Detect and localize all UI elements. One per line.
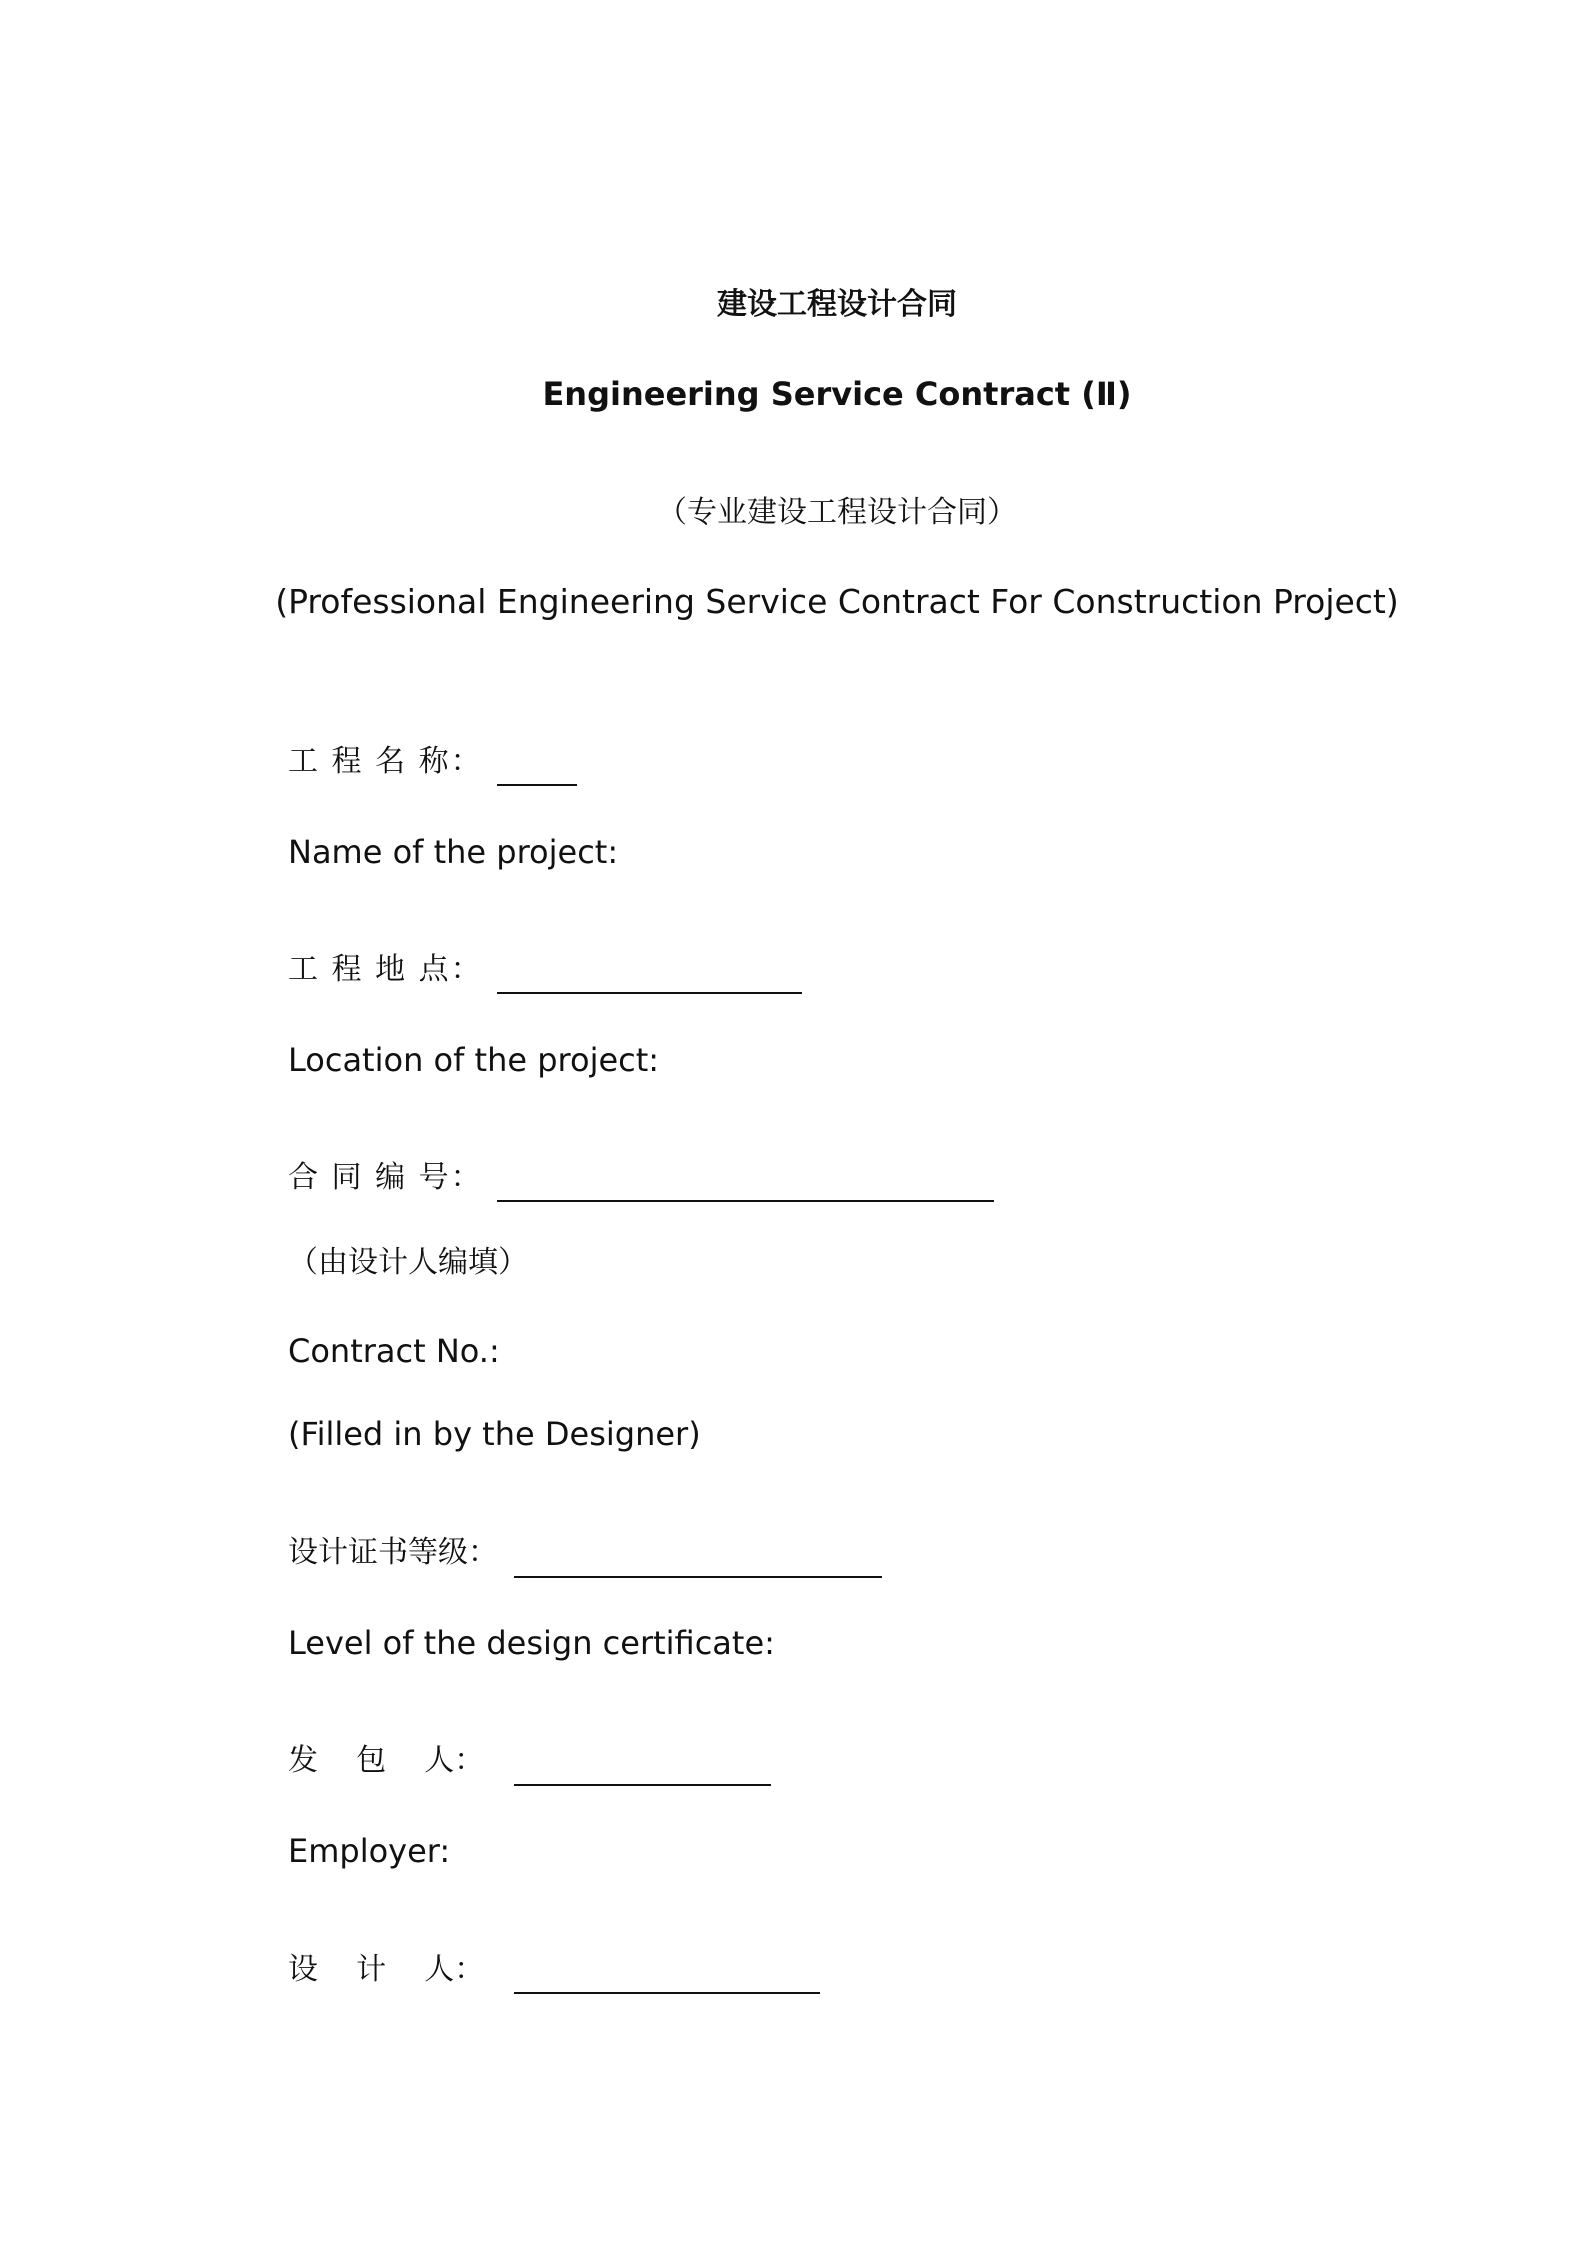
title-chinese: 建设工程设计合同 [717, 287, 957, 322]
project-name-label-cn: 工 程 名 称： [288, 744, 483, 779]
project-location-blank[interactable] [497, 992, 802, 994]
contract-no-note-en: (Filled in by the Designer) [288, 1415, 701, 1453]
title-english: Engineering Service Contract (Ⅱ) [542, 375, 1132, 413]
certificate-level-label-en: Level of the design certificate: [288, 1624, 775, 1662]
contract-no-note-cn: （由设计人编填） [288, 1245, 528, 1280]
subtitle-chinese: （专业建设工程设计合同） [657, 495, 1017, 530]
designer-label-cn: 设 计 人： [288, 1952, 485, 1987]
certificate-level-label-cn: 设计证书等级： [288, 1535, 498, 1570]
employer-blank[interactable] [514, 1784, 771, 1786]
certificate-level-blank[interactable] [514, 1576, 882, 1578]
subtitle-english: (Professional Engineering Service Contract For Construction Project) [275, 582, 1399, 621]
project-location-label-cn: 工 程 地 点： [288, 952, 483, 987]
contract-no-blank[interactable] [497, 1200, 994, 1202]
contract-no-label-en: Contract No.: [288, 1332, 500, 1370]
contract-no-label-cn: 合 同 编 号： [288, 1160, 483, 1195]
project-name-blank[interactable] [497, 784, 577, 786]
project-name-label-en: Name of the project: [288, 833, 619, 871]
project-location-label-en: Location of the project: [288, 1041, 660, 1079]
employer-label-en: Employer: [288, 1832, 451, 1870]
designer-blank[interactable] [514, 1992, 820, 1994]
employer-label-cn: 发 包 人： [288, 1743, 485, 1778]
